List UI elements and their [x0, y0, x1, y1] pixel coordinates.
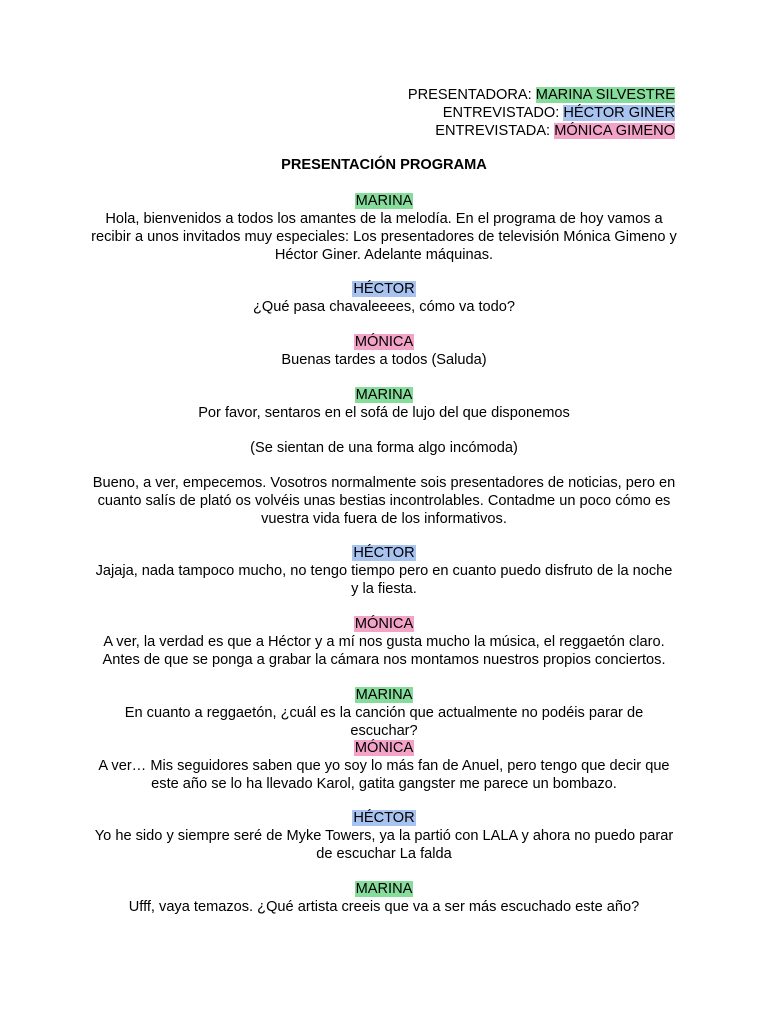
speaker-label: HÉCTOR	[353, 545, 415, 561]
cast-guest-2	[408, 122, 675, 140]
guest1-name: HÉCTOR GINER	[563, 105, 675, 121]
speaker-label: MÓNICA	[354, 616, 414, 632]
dialogue-block	[90, 333, 678, 369]
dialogue-text: Bueno, a ver, empecemos. Vosotros normalmente sois presentadores de noticias, pero en cuanto salís de plató os volvéis unas bestias incontrolables. Contadme un poco cómo es vuestra vida fuera de los informativos.	[92, 475, 676, 527]
dialogue-block	[90, 686, 678, 740]
cast-guest-1	[408, 104, 675, 122]
speaker-label: MÓNICA	[354, 334, 414, 350]
dialogue-text: En cuanto a reggaetón, ¿cuál es la canción que actualmente no podéis parar de escuchar?	[124, 705, 644, 739]
guest2-label: ENTREVISTADA:	[435, 123, 551, 139]
dialogue-text: Buenas tardes a todos (Saluda)	[281, 352, 487, 368]
guest1-label: ENTREVISTADO:	[442, 105, 560, 121]
dialogue-text: (Se sientan de una forma algo incómoda)	[250, 440, 518, 456]
dialogue-block	[90, 809, 678, 863]
speaker-label: HÉCTOR	[353, 281, 415, 297]
guest2-name: MÓNICA GIMENO	[554, 123, 675, 139]
dialogue-text: A ver… Mis seguidores saben que yo soy lo más fan de Anuel, pero tengo que decir que este año se lo ha llevado Karol, gatita gangster me parece un bombazo.	[98, 758, 670, 792]
dialogue-text: Yo he sido y siempre seré de Myke Towers, ya la partió con LALA y ahora no puedo parar de escuchar La falda	[94, 828, 674, 862]
dialogue-block	[90, 280, 678, 316]
speaker-label: MÓNICA	[354, 740, 414, 756]
speaker-label: MARINA	[355, 387, 413, 403]
dialogue-block	[90, 880, 678, 916]
dialogue-block	[90, 544, 678, 598]
stage-direction	[90, 439, 678, 457]
speaker-label: HÉCTOR	[353, 810, 415, 826]
dialogue-text: Ufff, vaya temazos. ¿Qué artista creeis que va a ser más escuchado este año?	[128, 899, 640, 915]
cast-presenter	[408, 86, 675, 104]
dialogue-text: Jajaja, nada tampoco mucho, no tengo tiempo pero en cuanto puedo disfruto de la noche y la fiesta.	[95, 563, 673, 597]
page-title: PRESENTACIÓN PROGRAMA	[281, 157, 487, 173]
speaker-label: MARINA	[355, 193, 413, 209]
cast-list	[408, 86, 675, 140]
dialogue-text: A ver, la verdad es que a Héctor y a mí nos gusta mucho la música, el reggaetón claro. Antes de que se ponga a grabar la cámara nos montamos nuestros propios conciertos.	[102, 634, 666, 668]
dialogue-text: ¿Qué pasa chavaleeees, cómo va todo?	[252, 299, 516, 315]
dialogue-continuation	[90, 474, 678, 528]
dialogue-block	[90, 739, 678, 793]
presenter-name: MARINA SILVESTRE	[535, 87, 675, 103]
presenter-label: PRESENTADORA:	[407, 87, 532, 103]
speaker-label: MARINA	[355, 687, 413, 703]
speaker-label: MARINA	[355, 881, 413, 897]
dialogue-block	[90, 615, 678, 669]
dialogue-block	[90, 386, 678, 422]
dialogue-text: Por favor, sentaros en el sofá de lujo del que disponemos	[198, 405, 570, 421]
dialogue-text: Hola, bienvenidos a todos los amantes de la melodía. En el programa de hoy vamos a recibir a unos invitados muy especiales: Los presentadores de televisión Mónica Gimeno y Héctor Giner. Adelante máquinas.	[91, 211, 677, 263]
dialogue-block	[90, 192, 678, 264]
